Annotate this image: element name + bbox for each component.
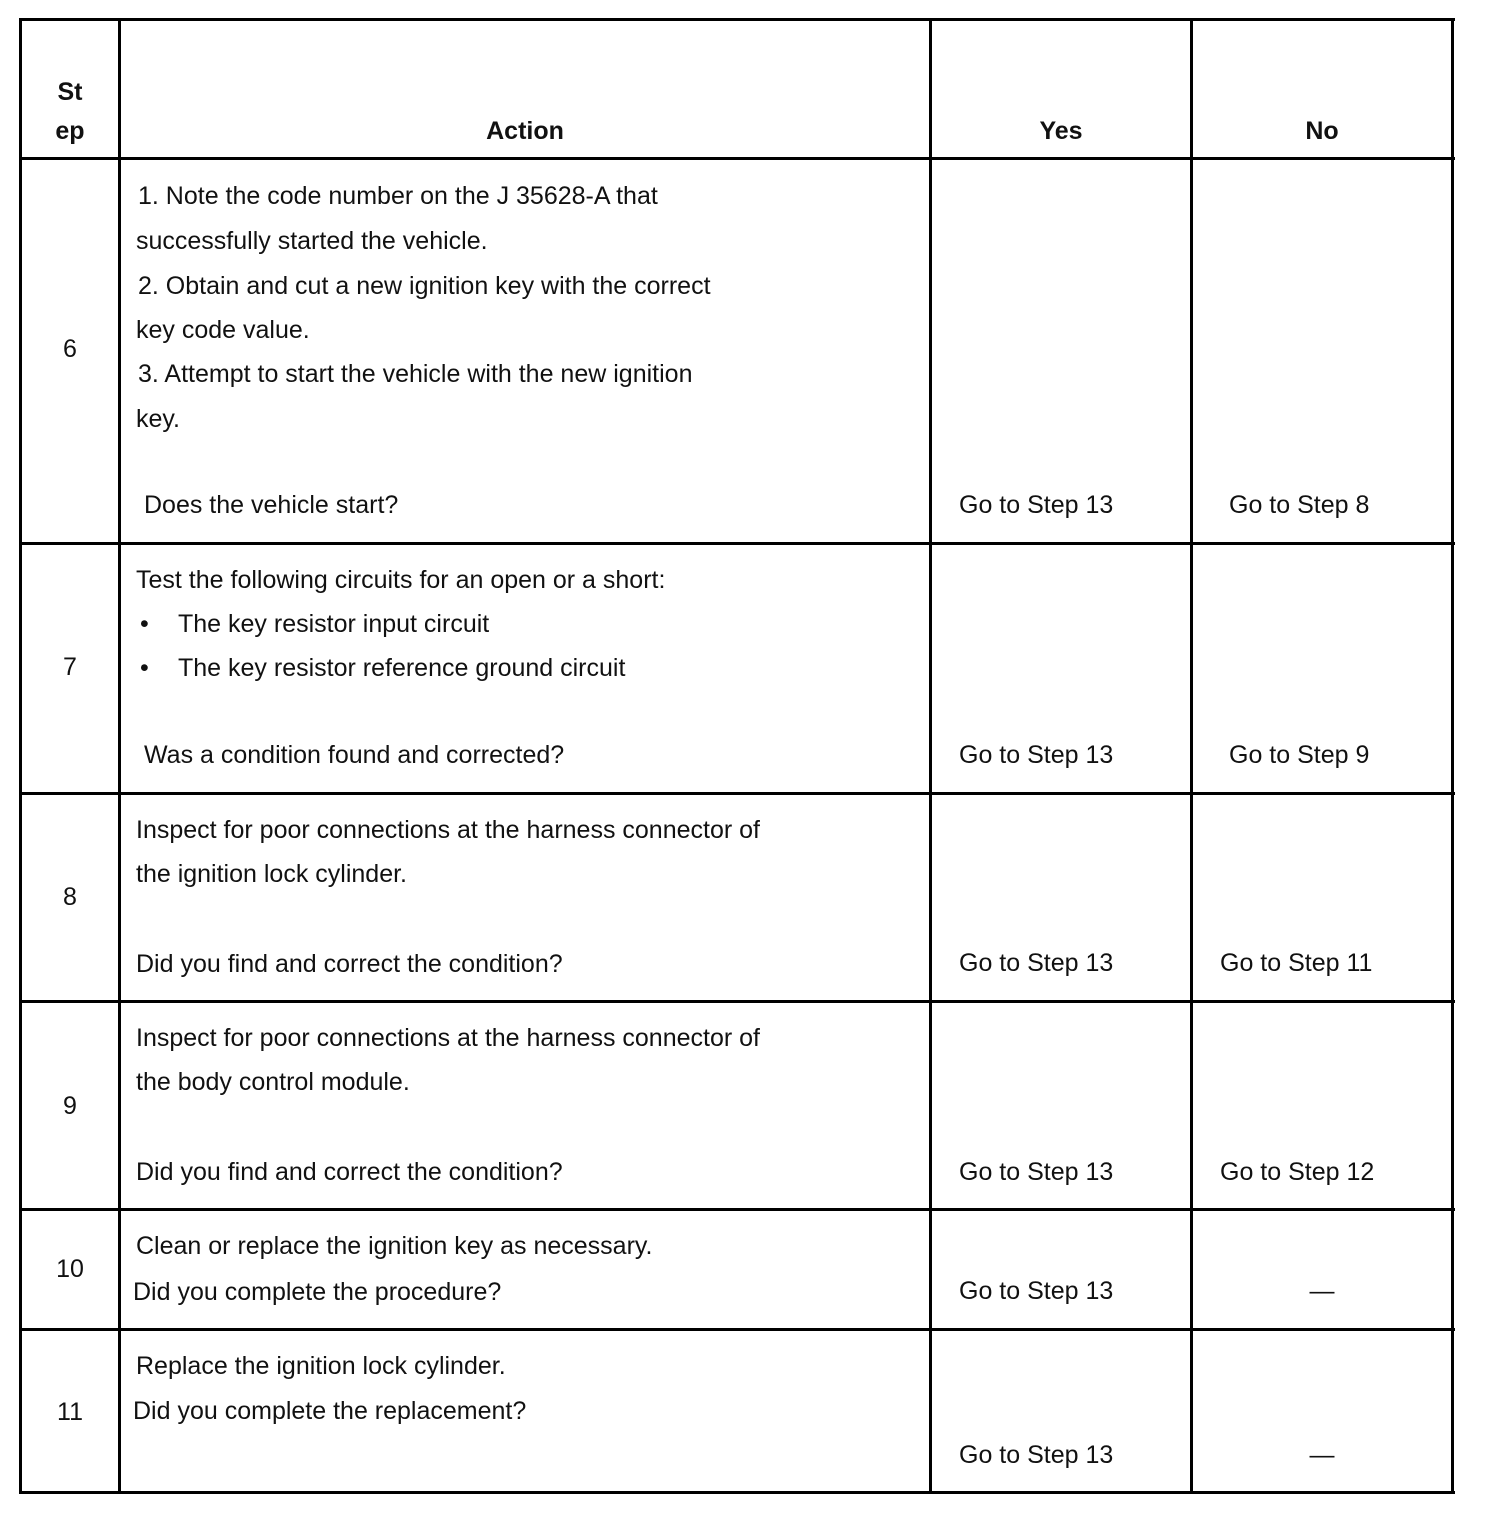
column-divider: [929, 18, 932, 1494]
action-line: key code value.: [136, 316, 310, 344]
row-divider: [19, 792, 1455, 795]
bullet-icon: •: [140, 654, 149, 682]
no-result: —: [1309, 1441, 1335, 1469]
step-number: 7: [63, 653, 77, 681]
table-border-right: [1451, 18, 1454, 1494]
action-line: Inspect for poor connections at the harness connector of: [136, 1024, 760, 1052]
header-yes: Yes: [1039, 117, 1083, 145]
action-line: the ignition lock cylinder.: [136, 860, 407, 888]
bullet-item: The key resistor input circuit: [178, 610, 490, 638]
action-line: 1. Note the code number on the J 35628-A that: [138, 182, 658, 210]
action-question: Was a condition found and corrected?: [144, 741, 565, 769]
step-number: 9: [63, 1092, 77, 1120]
action-question: Did you find and correct the condition?: [136, 950, 563, 978]
yes-result: Go to Step 13: [959, 1158, 1114, 1186]
row-divider: [19, 157, 1455, 160]
action-question: Does the vehicle start?: [144, 491, 399, 519]
no-result: Go to Step 12: [1220, 1158, 1375, 1186]
action-line: Clean or replace the ignition key as necessary.: [136, 1232, 653, 1260]
row-divider: [19, 1000, 1455, 1003]
yes-result: Go to Step 13: [959, 1441, 1114, 1469]
action-line: Inspect for poor connections at the harness connector of: [136, 816, 760, 844]
action-line: 3. Attempt to start the vehicle with the new ignition: [138, 360, 693, 388]
header-step-line2: ep: [55, 117, 85, 145]
header-no: No: [1305, 117, 1339, 145]
step-number: 6: [63, 335, 77, 363]
no-result: Go to Step 11: [1220, 949, 1373, 977]
action-line: key.: [136, 405, 180, 433]
bullet-item: The key resistor reference ground circuit: [178, 654, 626, 682]
action-line: Test the following circuits for an open or a short:: [136, 566, 666, 594]
row-divider: [19, 1328, 1455, 1331]
row-divider: [19, 1208, 1455, 1211]
action-line: 2. Obtain and cut a new ignition key with the correct: [138, 272, 711, 300]
yes-result: Go to Step 13: [959, 949, 1114, 977]
no-result: —: [1309, 1277, 1335, 1305]
row-divider: [19, 542, 1455, 545]
column-divider: [118, 18, 121, 1494]
step-number: 8: [63, 883, 77, 911]
step-number: 11: [57, 1398, 83, 1426]
column-divider: [1190, 18, 1193, 1494]
diagnostic-table: [19, 18, 1455, 1494]
header-step-line1: St: [57, 78, 83, 106]
action-question: Did you complete the procedure?: [133, 1278, 502, 1306]
yes-result: Go to Step 13: [959, 491, 1114, 519]
action-question: Did you find and correct the condition?: [136, 1158, 563, 1186]
no-result: Go to Step 8: [1229, 491, 1370, 519]
action-question: Did you complete the replacement?: [133, 1397, 527, 1425]
table-border-bottom: [19, 1491, 1455, 1494]
action-line: Replace the ignition lock cylinder.: [136, 1352, 506, 1380]
action-line: successfully started the vehicle.: [136, 227, 488, 255]
header-action: Action: [486, 117, 564, 145]
bullet-icon: •: [140, 610, 149, 638]
action-line: the body control module.: [136, 1068, 410, 1096]
yes-result: Go to Step 13: [959, 1277, 1114, 1305]
step-number: 10: [56, 1255, 84, 1283]
table-border-top: [19, 18, 1455, 21]
no-result: Go to Step 9: [1229, 741, 1370, 769]
yes-result: Go to Step 13: [959, 741, 1114, 769]
